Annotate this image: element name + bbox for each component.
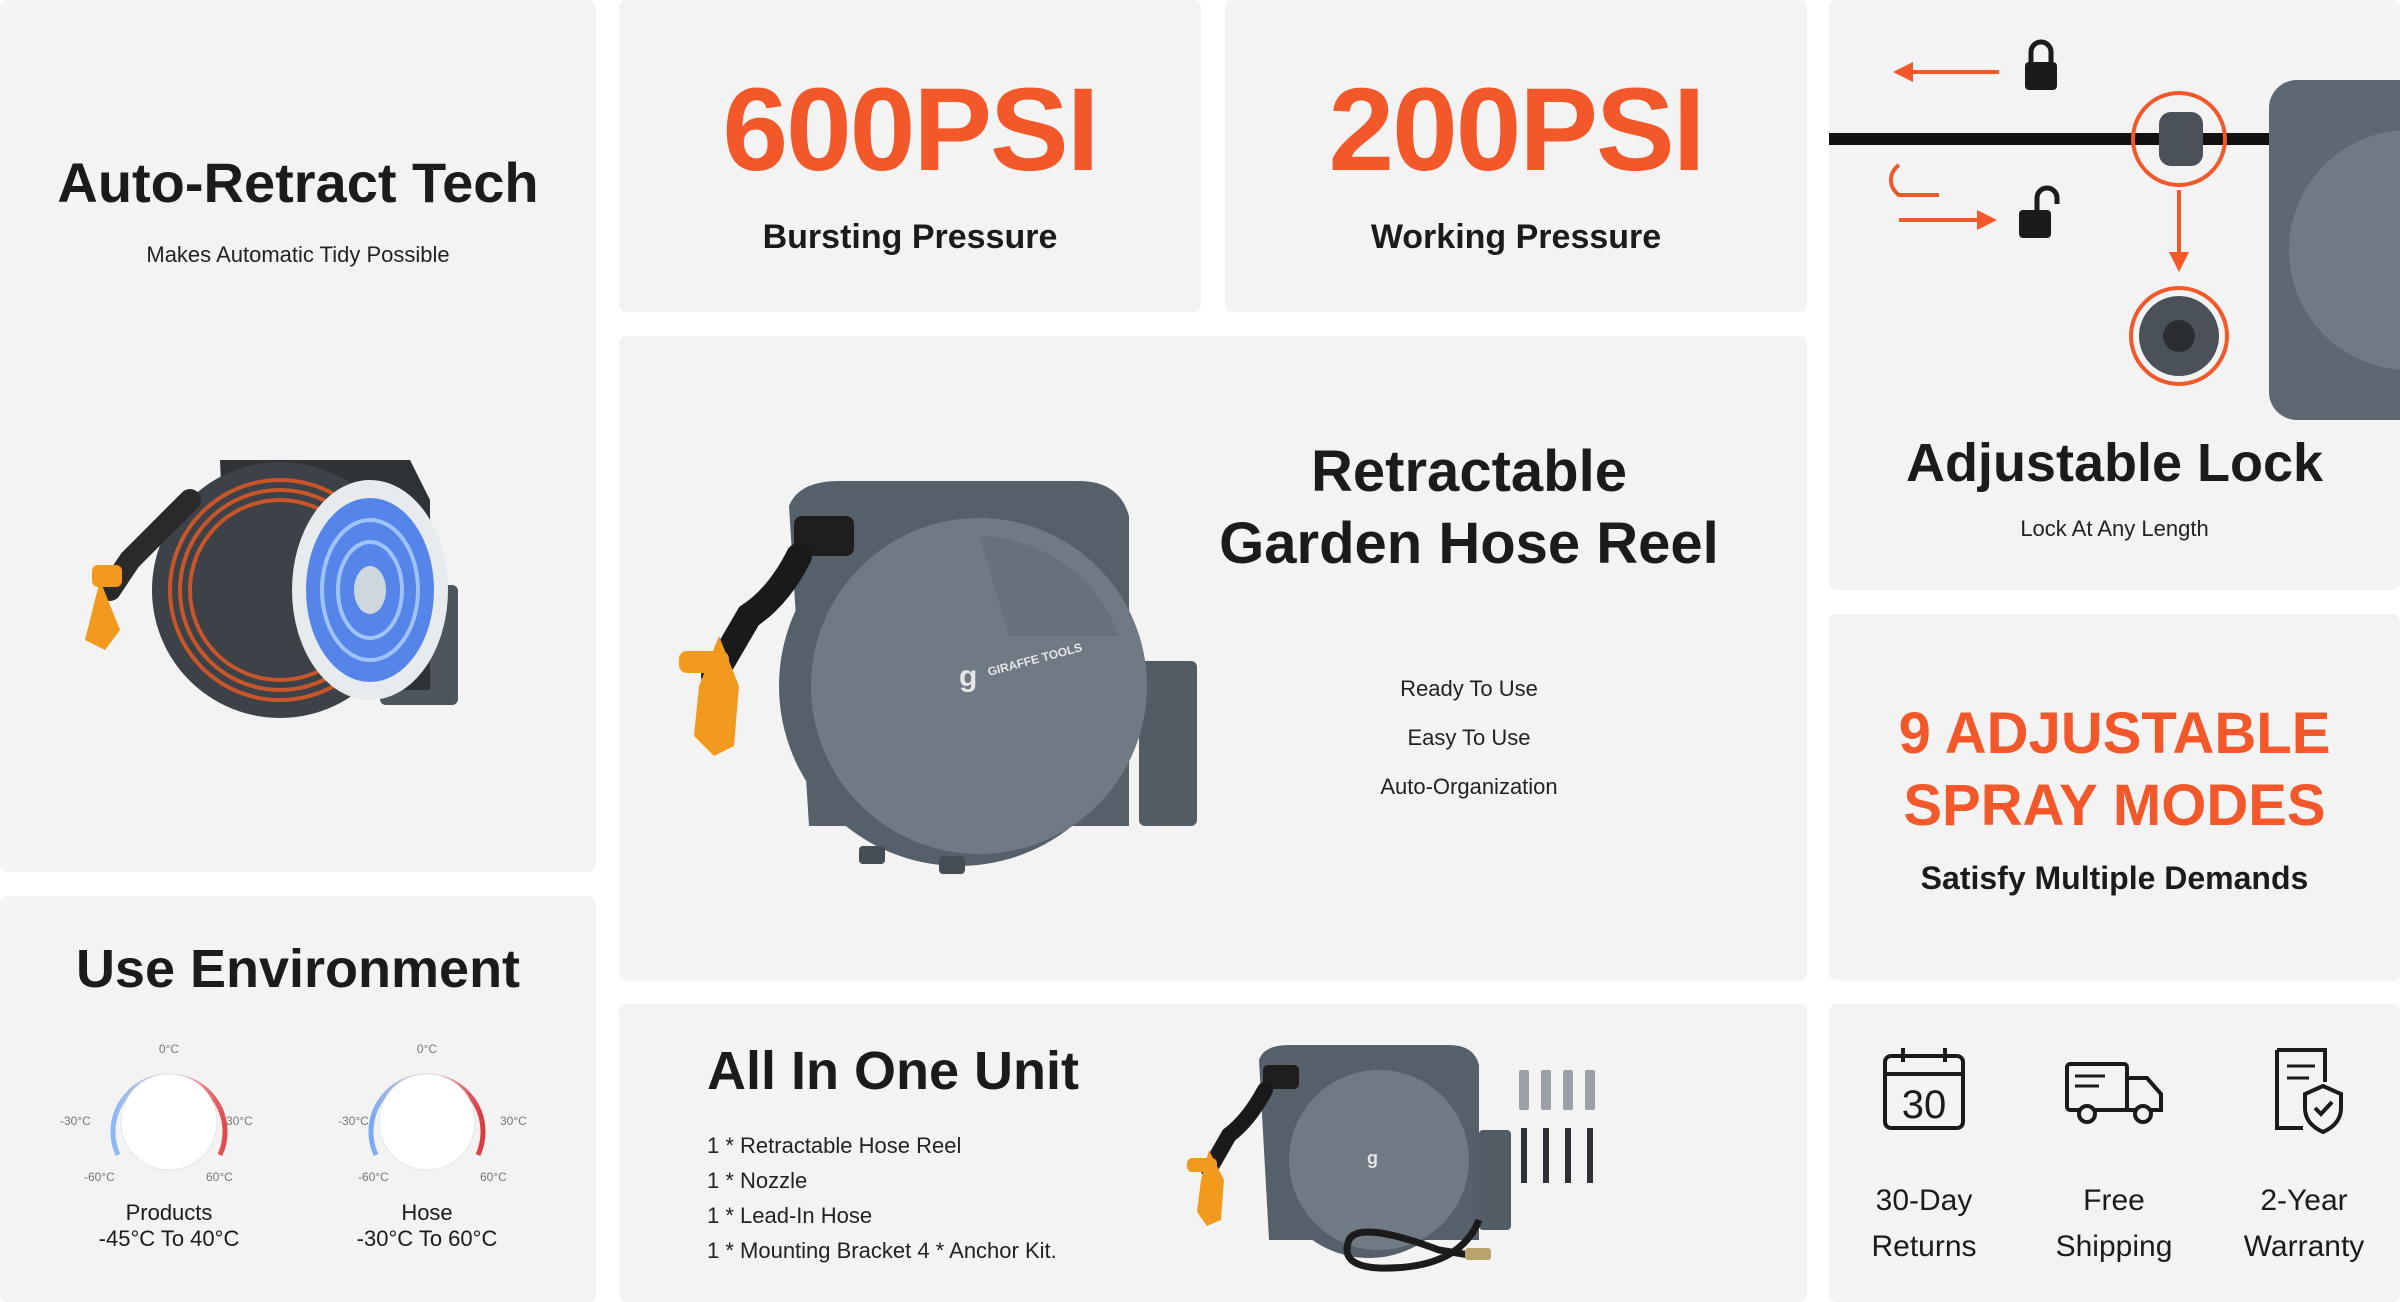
- calendar-30-icon: [1879, 1044, 1969, 1134]
- hose-gauge: [312, 1030, 542, 1290]
- main-feature-item: Auto-Organization: [1380, 774, 1558, 799]
- service-line2: Shipping: [2055, 1230, 2173, 1263]
- truck-icon: [2059, 1044, 2169, 1134]
- adjustable-lock-title: Adjustable Lock: [1905, 433, 2324, 493]
- service-returns: [1829, 1044, 2019, 1284]
- bursting-pressure-label: Bursting Pressure: [762, 218, 1058, 256]
- working-pressure-label: Working Pressure: [1370, 218, 1662, 256]
- all-in-one-title: All In One Unit: [707, 1041, 1079, 1101]
- brand-name: GIRAFFE TOOLS: [986, 640, 1084, 679]
- gauge-label-left: -30°C: [60, 1114, 91, 1128]
- all-in-one-item: 1 * Lead-In Hose: [707, 1203, 873, 1228]
- all-in-one-list: [707, 1128, 1057, 1268]
- service-line1: Free: [2083, 1184, 2145, 1217]
- gauge-range: -30°C To 60°C: [356, 1226, 498, 1251]
- svg-text:g: g: [1367, 1148, 1378, 1168]
- working-pressure-value: 200PSI: [1328, 64, 1704, 196]
- gauge-range: -45°C To 40°C: [98, 1226, 240, 1251]
- unlocked-padlock-icon: [2019, 188, 2057, 238]
- calendar-day-number: 30: [1901, 1083, 1947, 1127]
- service-warranty: [2209, 1044, 2399, 1284]
- gauge-name: Products: [125, 1200, 213, 1225]
- spray-modes-subtitle: Satisfy Multiple Demands: [1920, 860, 2309, 896]
- all-in-one-item: 1 * Mounting Bracket 4 * Anchor Kit.: [707, 1238, 1057, 1263]
- brand-logo-g: g: [959, 660, 978, 693]
- service-shipping: [2019, 1044, 2209, 1284]
- spray-title-line2: SPRAY MODES: [1903, 773, 2326, 838]
- service-line1: 30-Day: [1875, 1184, 1973, 1217]
- use-environment-panel: [0, 896, 596, 1302]
- spray-modes-title: [1829, 698, 2400, 842]
- main-feature-item: Easy To Use: [1407, 725, 1531, 750]
- gauge-label-left: -30°C: [338, 1114, 369, 1128]
- gauge-label-bottom-left: -60°C: [84, 1170, 115, 1184]
- hose-reel-product-image: [659, 476, 1239, 896]
- auto-retract-panel: [0, 0, 596, 872]
- gauge-label-bottom-right: 60°C: [206, 1170, 233, 1184]
- service-line2: Returns: [1871, 1230, 1977, 1263]
- warranty-shield-icon: [2259, 1044, 2349, 1134]
- kit-contents-image: [1179, 1040, 1649, 1295]
- main-title-line2: Garden Hose Reel: [1219, 511, 1719, 576]
- all-in-one-item: 1 * Retractable Hose Reel: [707, 1133, 962, 1158]
- main-product-panel: [619, 336, 1807, 981]
- all-in-one-panel: [619, 1004, 1807, 1302]
- locked-padlock-icon: [2025, 42, 2057, 90]
- gauge-label-right: 30°C: [226, 1114, 253, 1128]
- service-line2: Warranty: [2243, 1230, 2365, 1263]
- spray-title-line1: 9 ADJUSTABLE: [1898, 701, 2331, 766]
- service-line1: 2-Year: [2260, 1184, 2348, 1217]
- bursting-pressure-value: 600PSI: [722, 64, 1098, 196]
- gauge-label-top: 0°C: [416, 1042, 438, 1056]
- gauge-name: Hose: [401, 1200, 453, 1225]
- lock-mechanism-diagram: [1829, 0, 2400, 420]
- all-in-one-item: 1 * Nozzle: [707, 1168, 808, 1193]
- gauge-label-bottom-left: -60°C: [358, 1170, 389, 1184]
- main-feature-item: Ready To Use: [1400, 676, 1538, 701]
- hose-reel-cutaway-image: [80, 440, 500, 740]
- working-pressure-panel: [1225, 0, 1807, 312]
- adjustable-lock-subtitle: Lock At Any Length: [2020, 516, 2209, 541]
- main-product-title: [1219, 436, 1719, 580]
- bursting-pressure-panel: [619, 0, 1201, 312]
- auto-retract-subtitle: Makes Automatic Tidy Possible: [146, 242, 450, 267]
- main-feature-list: [1219, 676, 1719, 823]
- gauge-label-bottom-right: 60°C: [480, 1170, 507, 1184]
- services-panel: [1829, 1004, 2400, 1302]
- products-gauge: [54, 1030, 284, 1290]
- spray-modes-panel: [1829, 614, 2400, 981]
- auto-retract-title: Auto-Retract Tech: [57, 151, 539, 214]
- adjustable-lock-panel: [1829, 0, 2400, 590]
- main-title-line1: Retractable: [1311, 439, 1627, 504]
- gauge-label-top: 0°C: [158, 1042, 180, 1056]
- gauge-label-right: 30°C: [500, 1114, 527, 1128]
- use-environment-title: Use Environment: [75, 939, 521, 999]
